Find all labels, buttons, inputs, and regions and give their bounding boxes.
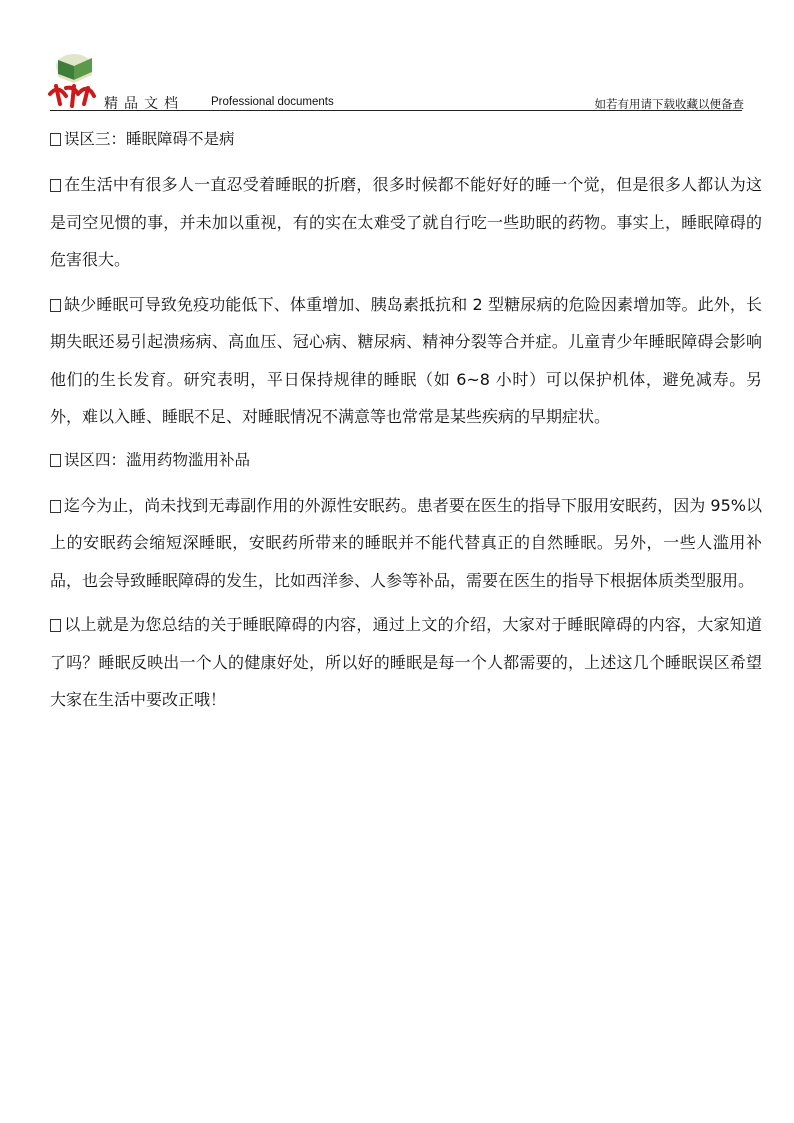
- brand-subtitle: Professional documents: [211, 96, 334, 108]
- heading-text: 误区四：滥用药物滥用补品: [64, 450, 251, 469]
- paragraph-text: 缺少睡眠可导致免疫功能低下、体重增加、胰岛素抵抗和 2 型糖尿病的危险因素增加等。此外，长期失眠还易引起溃疡病、高血压、冠心病、糖尿病、精神分裂等合并症。儿童青少年睡眠障碍会影响他们的生长发育。研究表明，平日保持规律的睡眠（如 6~8 小时）可以保护机体，避免减寿。另外，难以入睡、睡眠不足、对睡眠情况不满意等也常常是某些疾病的早期症状。: [50, 294, 762, 426]
- checkbox-glyph-icon: [50, 299, 61, 312]
- paragraph-1: [50, 166, 762, 279]
- book-logo-icon: [44, 50, 104, 110]
- paragraph-3: [50, 487, 762, 600]
- paragraph-2: [50, 286, 762, 436]
- brand-title: 精品文档: [104, 96, 184, 112]
- paragraph-text: 在生活中有很多人一直忍受着睡眠的折磨，很多时候都不能好好的睡一个觉，但是很多人都认为这是司空见惯的事，并未加以重视，有的实在太难受了就自行吃一些助眠的药物。事实上，睡眠障碍的危害很大。: [50, 175, 762, 269]
- checkbox-glyph-icon: [50, 500, 61, 513]
- header-note: 如若有用请下载收藏以便备查: [594, 97, 744, 111]
- checkbox-glyph-icon: [50, 179, 61, 192]
- section-heading-3: [50, 122, 762, 156]
- paragraph-text: 迄今为止，尚未找到无毒副作用的外源性安眠药。患者要在医生的指导下服用安眠药，因为 95%以上的安眠药会缩短深睡眠，安眠药所带来的睡眠并不能代替真正的自然睡眠。另外，一些人滥用补品，也会导致睡眠障碍的发生，比如西洋参、人参等补品，需要在医生的指导下根据体质类型服用。: [50, 495, 762, 590]
- section-heading-4: [50, 443, 762, 477]
- checkbox-glyph-icon: [50, 133, 61, 146]
- heading-text: 误区三：睡眠障碍不是病: [64, 130, 235, 148]
- checkbox-glyph-icon: [50, 619, 61, 632]
- paragraph-4: [50, 606, 762, 719]
- header-divider: [50, 110, 742, 111]
- page-header: [0, 0, 794, 112]
- document-body: [50, 122, 762, 726]
- checkbox-glyph-icon: [50, 454, 61, 467]
- paragraph-text: 以上就是为您总结的关于睡眠障碍的内容，通过上文的介绍，大家对于睡眠障碍的内容，大家知道了吗？睡眠反映出一个人的健康好处，所以好的睡眠是每一个人都需要的，上述这几个睡眠误区希望大家在生活中要改正哦！: [50, 615, 762, 709]
